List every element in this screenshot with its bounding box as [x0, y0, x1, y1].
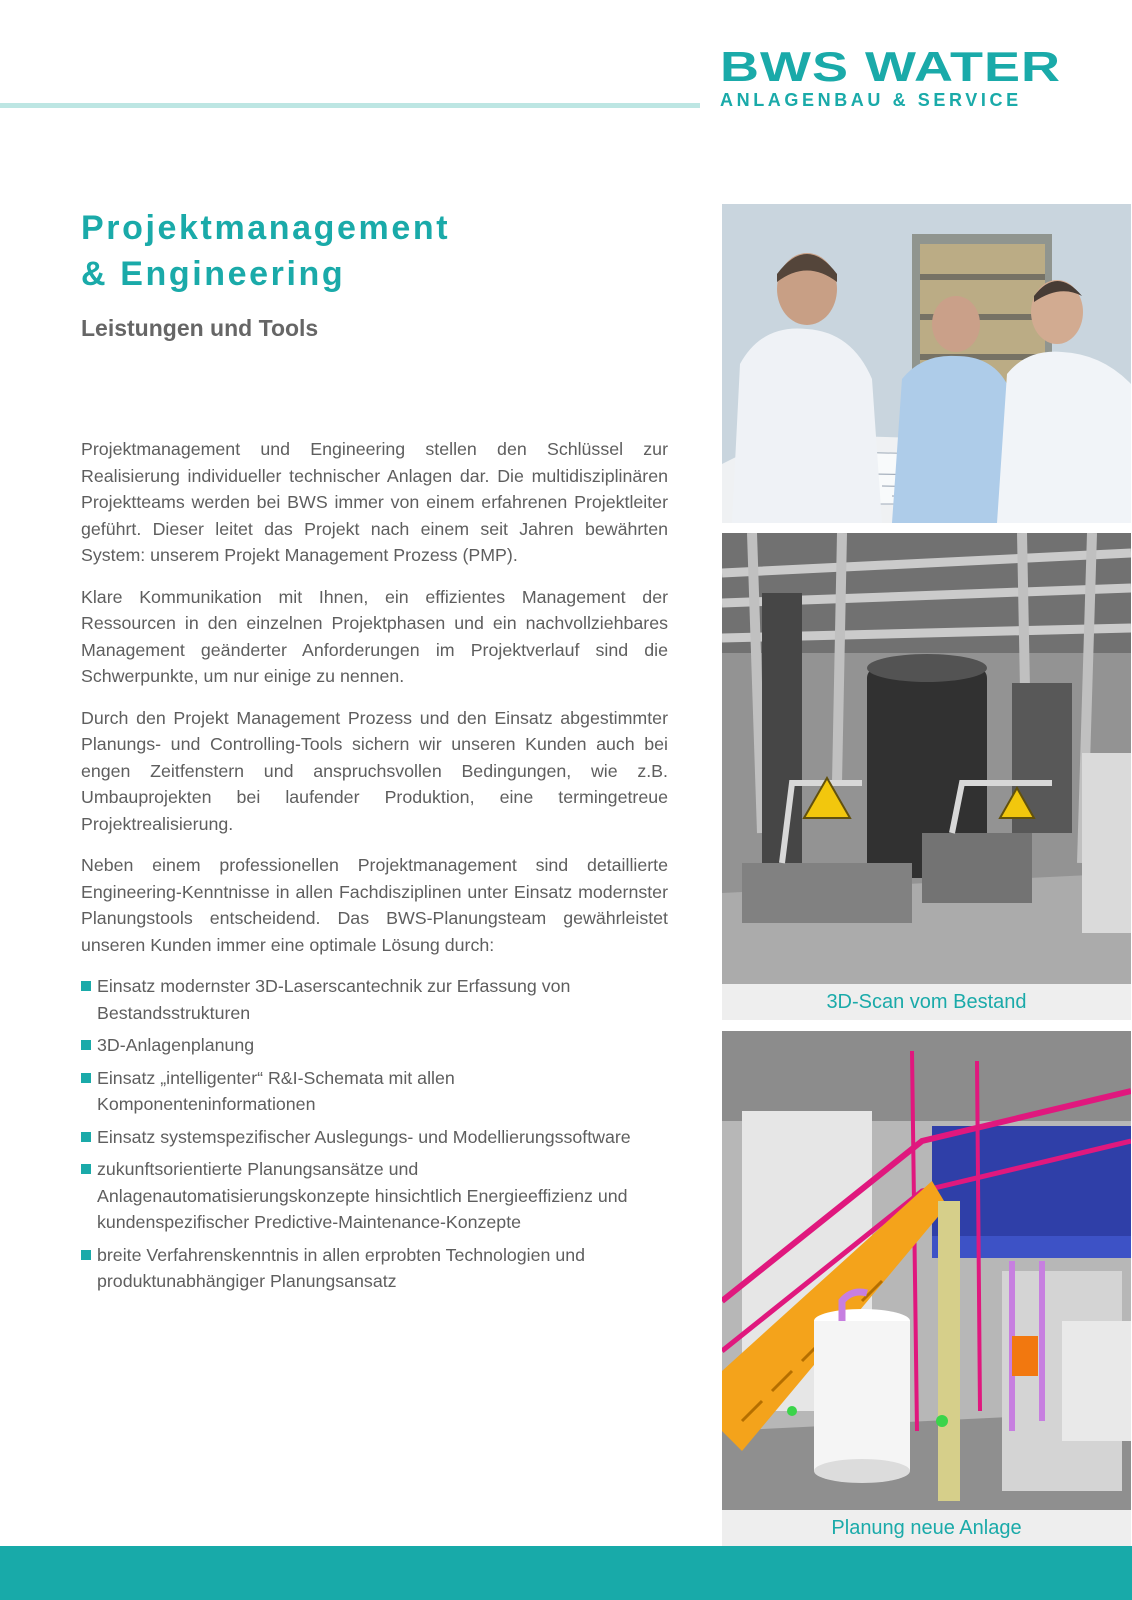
page-title-line1: Projektmanagement	[81, 209, 451, 247]
square-bullet-icon	[81, 1250, 91, 1260]
team-photo	[722, 204, 1131, 523]
brand-tagline: ANLAGENBAU & SERVICE	[720, 90, 1022, 110]
page-subtitle: Leistungen und Tools	[81, 315, 319, 341]
square-bullet-icon	[81, 1164, 91, 1174]
square-bullet-icon	[81, 1040, 91, 1050]
brand-logo	[720, 43, 1080, 111]
square-bullet-icon	[81, 1073, 91, 1083]
list-item-text: Einsatz modernster 3D-Laserscantechnik zur Erfassung von Bestandsstrukturen	[97, 976, 571, 1023]
scan-caption: 3D-Scan vom Bestand	[722, 984, 1131, 1020]
paragraph: Neben einem professionellen Projektmanagement sind detaillierte Engineering-Kenntnisse in allen Fachdisziplinen unter Einsatz modernster Planungstools entscheidend. Das BWS-Planungsteam gewährleistet unseren Kunden immer eine optimale Lösung durch:	[81, 855, 668, 955]
plan-image	[722, 1031, 1131, 1510]
square-bullet-icon	[81, 981, 91, 991]
bullet-list	[81, 973, 668, 1295]
list-item	[81, 1065, 668, 1118]
page-title	[81, 205, 450, 297]
plan-caption: Planung neue Anlage	[722, 1510, 1131, 1546]
list-item	[81, 1124, 668, 1151]
footer-band	[0, 1546, 1132, 1600]
scan-image	[722, 533, 1131, 984]
body-text	[81, 436, 668, 1301]
list-item	[81, 1156, 668, 1236]
paragraph: Projektmanagement und Engineering stellen den Schlüssel zur Realisierung individueller technischer Anlagen dar. Die multidisziplinären Projektteams werden bei BWS immer von einem erfahrenen Projektleiter geführt. Dieser leitet das Projekt nach einem seit Jahren bewährten System: unserem Projekt Management Prozess (PMP).	[81, 439, 668, 565]
list-item-text: 3D-Anlagenplanung	[97, 1035, 255, 1055]
list-item-text: Einsatz systemspezifischer Auslegungs- und Modellierungssoftware	[97, 1126, 631, 1147]
square-bullet-icon	[81, 1132, 91, 1142]
page-title-line2: & Engineering	[81, 255, 346, 293]
paragraph: Klare Kommunikation mit Ihnen, ein effizientes Management der Ressourcen in den einzelnen Projektphasen und ein nachvollziehbares Management geänderter Anforderungen im Projektverlauf sind die Schwerpunkte, um nur einige zu nennen.	[81, 586, 668, 686]
header-rule	[0, 103, 700, 108]
list-item	[81, 973, 668, 1026]
list-item-text: zukunftsorientierte Planungsansätze und Anlagenautomatisierungskonzepte hinsichtlich Energieeffizienz und kundenspezifischer Predictive-Maintenance-Konzepte	[97, 1159, 628, 1232]
list-item-text: Einsatz „intelligenter“ R&I-Schemata mit allen Komponenteninformationen	[97, 1067, 455, 1114]
paragraph: Durch den Projekt Management Prozess und den Einsatz abgestimmter Planungs- und Controlling-Tools sichern wir unseren Kunden auch bei engen Zeitfenstern und anspruchsvollen Bedingungen, wie z.B. Umbauprojekten bei laufender Produktion, eine termingetreue Projektrealisierung.	[81, 707, 668, 834]
list-item	[81, 1242, 668, 1295]
brand-name: BWS WATER	[720, 43, 1061, 91]
list-item-text: breite Verfahrenskenntnis in allen erprobten Technologien und produktunabhängiger Planungsansatz	[97, 1244, 586, 1291]
list-item	[81, 1032, 668, 1059]
